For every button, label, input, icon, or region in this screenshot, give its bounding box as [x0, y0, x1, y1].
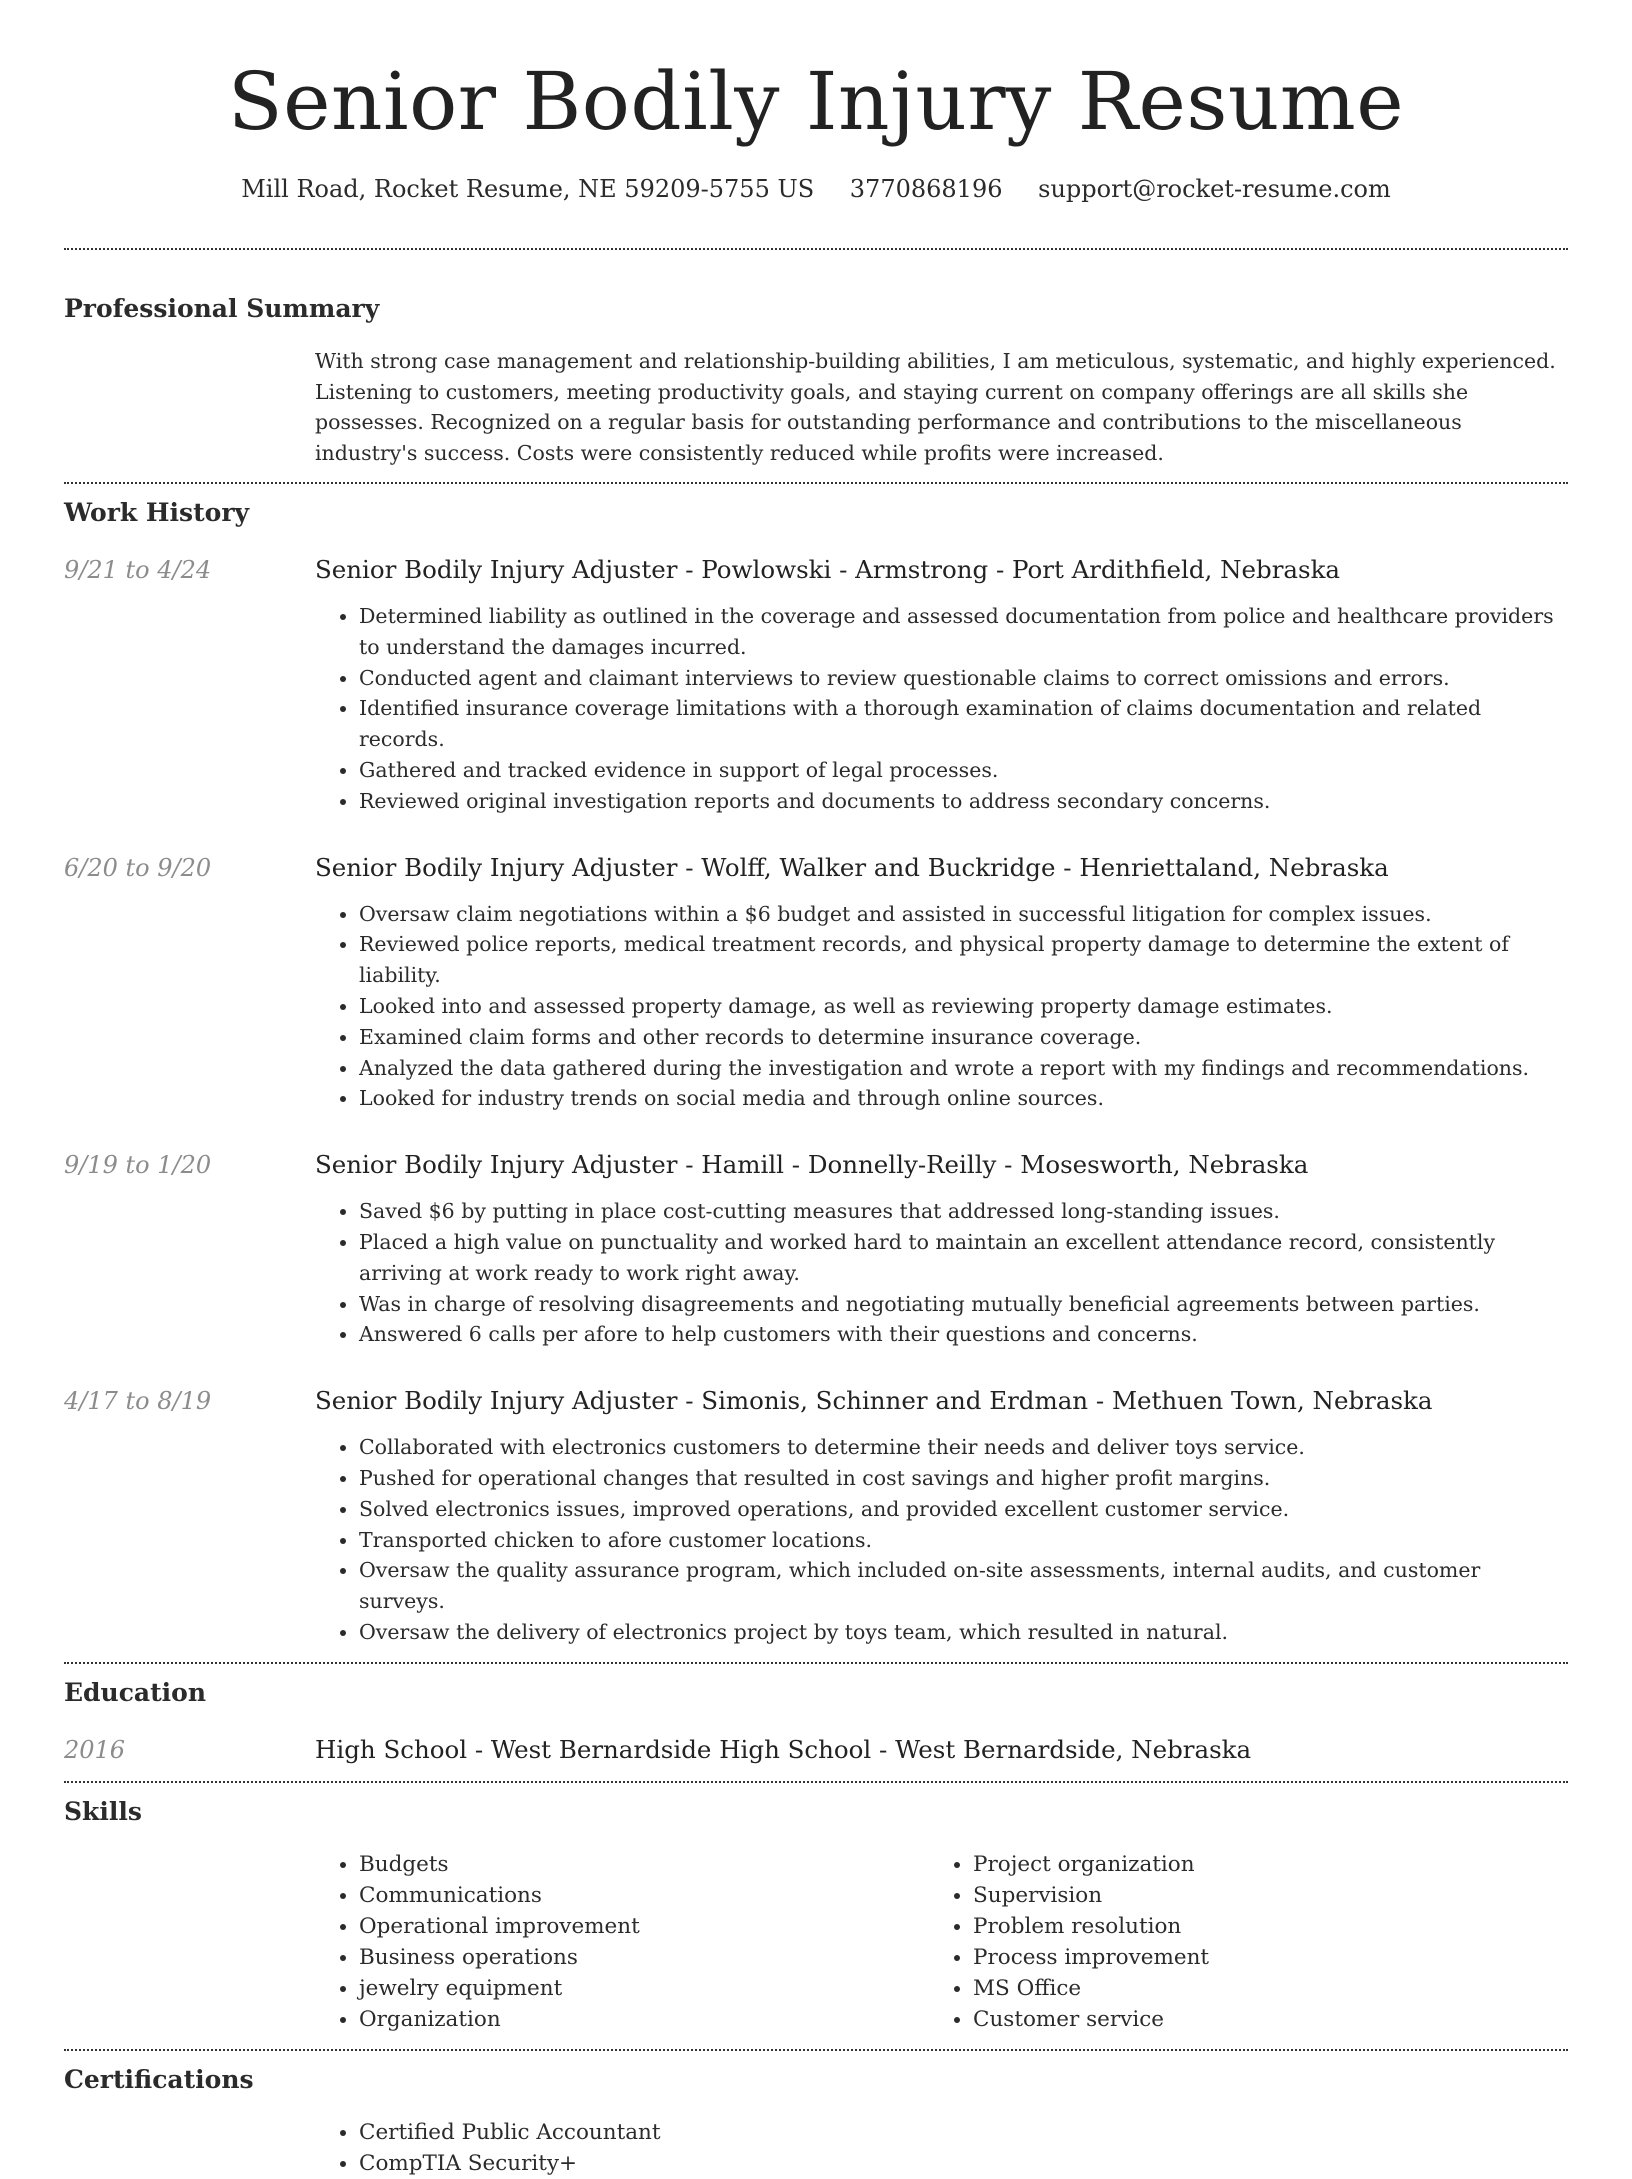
job-entry [64, 1384, 1568, 1648]
job-title: Senior Bodily Injury Adjuster - Simonis, Schinner and Erdman - Methuen Town, Nebraska [315, 1386, 1433, 1416]
job-bullets [359, 1432, 1568, 1648]
section-title-certifications: Certifications [64, 2064, 254, 2094]
list-item: • Customer service [973, 2004, 1543, 2035]
job-bullets [359, 899, 1568, 1115]
job-date: 9/19 to 1/20 [64, 1151, 212, 1180]
list-item: • Looked into and assessed property damage, as well as reviewing property damage estimates. [359, 991, 1568, 1022]
divider [64, 2049, 1568, 2051]
list-item: • Answered 6 calls per afore to help customers with their questions and concerns. [359, 1319, 1568, 1350]
job-date: 9/21 to 4/24 [64, 556, 212, 584]
divider [64, 248, 1568, 250]
divider [64, 1662, 1568, 1664]
list-item: • Pushed for operational changes that resulted in cost savings and higher profit margins. [359, 1463, 1568, 1494]
job-date: 6/20 to 9/20 [64, 853, 212, 882]
contact-address: Mill Road, Rocket Resume, NE 59209-5755 US [241, 175, 815, 203]
list-item: • Certified Public Accountant [359, 2117, 1568, 2148]
list-item: • Supervision [973, 1880, 1543, 1911]
list-item: • Placed a high value on punctuality and worked hard to maintain an excellent attendance record, consistently arriving at work ready to work right away. [359, 1227, 1568, 1289]
education-title: High School - West Bernardside High School - West Bernardside, Nebraska [315, 1734, 1252, 1764]
list-item: • Oversaw the quality assurance program, which included on-site assessments, internal audits, and customer surveys. [359, 1555, 1568, 1617]
list-item: • Transported chicken to afore customer locations. [359, 1525, 1568, 1556]
education-date: 2016 [64, 1735, 126, 1764]
list-item: • Operational improvement [359, 1911, 929, 1942]
divider [64, 482, 1568, 484]
job-entry [64, 1148, 1568, 1350]
list-item: • Examined claim forms and other records to determine insurance coverage. [359, 1022, 1568, 1053]
contact-email: support@rocket-resume.com [1038, 175, 1391, 203]
list-item: • Gathered and tracked evidence in support of legal processes. [359, 755, 1568, 786]
list-item: • Conducted agent and claimant interviews to review questionable claims to correct omissions and errors. [359, 663, 1568, 694]
list-item: • Collaborated with electronics customers to determine their needs and deliver toys service. [359, 1432, 1568, 1463]
list-item: • Reviewed original investigation reports and documents to address secondary concerns. [359, 786, 1568, 817]
list-item: • Oversaw claim negotiations within a $6 budget and assisted in successful litigation for complex issues. [359, 899, 1568, 930]
job-entry [64, 553, 1568, 817]
section-title-summary: Professional Summary [64, 294, 380, 323]
certifications-list [359, 2117, 1568, 2179]
list-item: • Business operations [359, 1942, 929, 1973]
skills-grid [315, 1849, 1568, 2035]
job-date: 4/17 to 8/19 [64, 1387, 212, 1416]
list-item: • Organization [359, 2004, 929, 2035]
list-item: • Looked for industry trends on social media and through online sources. [359, 1083, 1568, 1114]
job-title: Senior Bodily Injury Adjuster - Wolff, Walker and Buckridge - Henriettaland, Nebraska [315, 852, 1389, 882]
list-item: • Solved electronics issues, improved operations, and provided excellent customer service. [359, 1494, 1568, 1525]
list-item: • Communications [359, 1880, 929, 1911]
resume-title: Senior Bodily Injury Resume [227, 55, 1405, 148]
list-item: • MS Office [973, 1973, 1543, 2004]
section-title-work: Work History [64, 498, 250, 527]
job-title: Senior Bodily Injury Adjuster - Hamill - Donnelly-Reilly - Mosesworth, Nebraska [315, 1150, 1309, 1180]
job-entry [64, 851, 1568, 1115]
list-item: • jewelry equipment [359, 1973, 929, 2004]
list-item: • Analyzed the data gathered during the investigation and wrote a report with my findings and recommendations. [359, 1053, 1568, 1084]
resume-page [64, 0, 1568, 2179]
contact-line [64, 172, 1568, 206]
list-item: • Project organization [973, 1849, 1543, 1880]
list-item: • CompTIA Security+ [359, 2148, 1568, 2179]
contact-phone: 3770868196 [849, 175, 1003, 203]
list-item: • Reviewed police reports, medical treatment records, and physical property damage to determine the extent of liability. [359, 929, 1568, 991]
section-title-skills: Skills [64, 1796, 142, 1826]
skills-column-left [315, 1849, 929, 2035]
list-item: • Oversaw the delivery of electronics project by toys team, which resulted in natural. [359, 1617, 1568, 1648]
job-bullets [359, 601, 1568, 817]
divider [64, 1781, 1568, 1783]
job-bullets [359, 1196, 1568, 1350]
summary-text: With strong case management and relationship-building abilities, I am meticulous, systematic, and highly experienced. Listening to customers, meeting productivity goals, and staying current on company offerings are all skills she possesses. Recognized on a regular basis for outstanding performance and contributions to the miscellaneous industry's success. Costs were consistently reduced while profits were increased. [315, 349, 1556, 465]
list-item: • Determined liability as outlined in the coverage and assessed documentation from police and healthcare providers to understand the damages incurred. [359, 601, 1568, 663]
list-item: • Identified insurance coverage limitations with a thorough examination of claims documentation and related records. [359, 693, 1568, 755]
list-item: • Process improvement [973, 1942, 1543, 1973]
list-item: • Problem resolution [973, 1911, 1543, 1942]
list-item: • Was in charge of resolving disagreements and negotiating mutually beneficial agreements between parties. [359, 1289, 1568, 1320]
job-title: Senior Bodily Injury Adjuster - Powlowski - Armstrong - Port Ardithfield, Nebraska [315, 555, 1341, 584]
education-entry [64, 1733, 1568, 1767]
list-item: • Saved $6 by putting in place cost-cutting measures that addressed long-standing issues. [359, 1196, 1568, 1227]
skills-column-right [929, 1849, 1543, 2035]
section-title-education: Education [64, 1677, 207, 1707]
list-item: • Budgets [359, 1849, 929, 1880]
